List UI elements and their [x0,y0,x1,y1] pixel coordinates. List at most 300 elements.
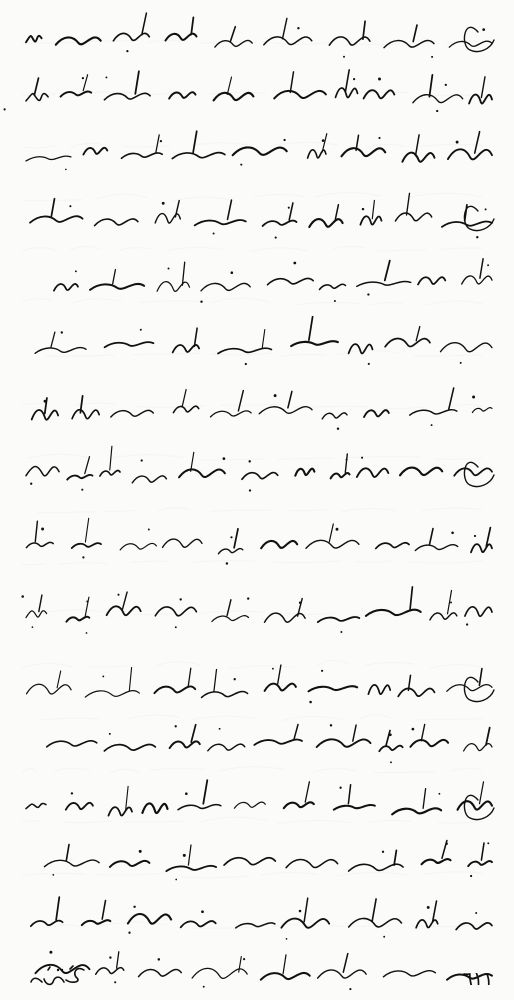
ink-dot [299,602,301,604]
ink-dot [140,329,142,331]
show-through-stroke [70,246,100,250]
ink-stroke [157,282,189,292]
ink-stroke [239,957,242,973]
show-through-stroke [377,250,426,251]
ink-stroke [128,914,171,924]
ink-dot [109,956,111,958]
ink-stroke [449,41,492,47]
ink-stroke [423,789,426,809]
ink-stroke [464,744,492,751]
manuscript-line [22,587,496,635]
ink-dot [466,623,468,625]
ink-dot [226,562,228,564]
ink-dot [105,76,107,78]
ink-stroke [413,95,463,103]
ink-stroke [349,918,402,927]
ink-stroke [85,518,88,542]
ink-stroke [110,861,149,867]
ink-stroke [238,391,243,411]
ink-stroke [105,342,154,347]
ink-stroke [214,93,254,101]
ink-stroke [334,805,375,810]
ink-dot [168,268,170,270]
ink-stroke [26,542,53,547]
ink-stroke [26,611,47,618]
ink-stroke [66,617,89,622]
ink-stroke [26,156,71,161]
ink-dot [175,725,177,727]
catchword [28,964,90,988]
ink-dot [128,932,130,934]
ink-dot [81,489,83,491]
ink-dot [52,874,54,876]
ink-stroke [281,919,329,928]
ink-stroke [317,739,371,747]
manuscript-line [22,894,496,942]
ink-stroke [290,72,293,93]
ink-stroke [372,200,374,218]
ink-stroke [195,220,246,225]
ink-stroke [410,410,457,415]
ink-stroke [30,216,83,223]
ink-stroke [448,149,492,159]
ink-stroke [395,213,431,221]
ink-dot [21,595,24,598]
ink-stroke [120,543,156,549]
ink-stroke [47,741,97,747]
ink-stroke [342,148,386,156]
manuscript-line [22,384,496,432]
ink-stroke [263,221,297,226]
ink-dot [82,556,84,558]
ink-dot [179,598,181,600]
ink-stroke [433,901,437,922]
catchword-icon [28,964,90,988]
ink-stroke [227,600,231,616]
handwritten-script-icon [22,502,492,518]
handwritten-script-icon [22,318,496,366]
ink-stroke [231,27,236,41]
ink-stroke [56,37,101,44]
ink-stroke [392,808,441,814]
ink-stroke [83,148,107,155]
ink-stroke [402,153,434,162]
ink-stroke [51,199,54,217]
ink-dot [133,906,135,908]
ink-stroke [364,410,389,417]
manuscript-line [22,447,496,495]
manuscript-line [22,191,496,239]
ink-dot [71,792,73,794]
show-through-stroke [105,510,134,511]
ink-stroke [233,147,287,155]
show-through-stroke [150,768,206,770]
ink-stroke [416,327,420,341]
ink-stroke [156,135,159,152]
ink-stroke [475,132,480,153]
ink-stroke [155,607,196,616]
ink-dot [340,631,342,633]
ink-stroke [286,859,338,867]
ink-stroke [410,740,448,747]
ink-stroke [349,344,373,353]
ink-stroke [454,468,492,475]
ink-dot [343,56,345,58]
ink-stroke [306,540,359,548]
show-through-stroke [334,246,366,249]
ink-stroke [309,686,358,691]
ink-stroke [218,348,271,353]
ink-dot [75,270,77,272]
ink-dot [475,912,477,914]
ink-stroke [345,454,347,472]
manuscript-line [22,12,496,60]
manuscript-line [22,662,496,710]
ink-stroke [188,845,191,865]
ink-dot [334,300,336,302]
ink-stroke [259,407,312,414]
ink-dot [185,792,188,795]
ink-stroke [242,473,278,480]
ink-stroke [394,850,396,865]
ink-stroke [456,923,492,930]
ink-dot [362,208,364,210]
ink-stroke [104,93,150,99]
ink-dot [431,56,433,58]
ink-stroke [83,75,87,91]
ink-stroke [318,617,360,622]
ink-dot [322,139,325,142]
ink-dot [200,301,202,303]
ink-stroke [384,41,434,48]
ink-stroke [441,343,493,352]
show-through-stroke [422,508,482,510]
ink-stroke [331,473,350,478]
ink-stroke [34,78,38,95]
ink-stroke [309,219,342,227]
ink-dot [283,139,285,141]
ink-stroke [212,616,249,622]
ink-dot [337,427,339,429]
ink-stroke [468,861,492,866]
ink-dot [245,363,247,365]
show-through-stroke [451,768,482,771]
ink-stroke [191,725,196,742]
ink-stroke [413,25,417,41]
ink-stroke [51,332,55,347]
ink-stroke [379,746,402,752]
handwritten-script-icon [22,944,496,992]
ink-stroke [294,725,298,739]
ink-stroke [308,150,326,158]
show-through-stroke [22,769,37,773]
ink-stroke [211,411,252,417]
ink-dot [460,362,462,364]
ink-dot [438,793,440,795]
ink-stroke [305,782,309,802]
ink-dot [353,78,355,80]
ink-stroke [289,203,293,220]
ink-stroke [117,952,119,968]
ink-stroke [357,468,388,477]
ink-stroke [82,920,111,925]
ink-stroke [95,219,138,226]
manuscript-line [22,518,496,566]
ink-dot [49,951,52,954]
ink-dot [231,271,234,274]
ink-dot [293,262,296,265]
ink-stroke [360,216,381,224]
ink-stroke [465,607,492,616]
ink-stroke [26,94,48,101]
handwritten-script-icon [22,894,496,942]
ink-dot [390,761,392,763]
ink-stroke [254,739,302,744]
ink-stroke [100,471,120,476]
ink-stroke [194,328,197,346]
ink-dot [383,936,385,938]
ink-stroke [261,973,310,980]
manuscript-line [22,836,496,884]
ink-stroke [126,786,128,809]
show-through-stroke [158,508,189,511]
ink-dot [117,594,119,596]
ink-stroke [416,135,420,156]
ink-dot [82,77,84,79]
ink-stroke [481,843,484,860]
ink-dot [160,140,162,142]
ink-stroke [35,521,37,541]
ink-stroke [61,91,92,96]
show-through-stroke [220,767,286,771]
ink-dot [378,78,381,81]
ink-dot [86,601,88,603]
ink-stroke [214,670,217,692]
ink-dot [436,110,438,112]
manuscript-line [22,780,496,828]
ink-stroke [224,858,275,865]
ink-dot [141,459,143,461]
ink-stroke [234,529,238,548]
show-through-stroke [167,247,222,250]
ink-stroke [44,860,99,867]
ink-stroke [170,741,200,748]
ink-dot [230,536,232,538]
ink-stroke [236,923,275,928]
ink-stroke [203,780,207,804]
manuscript-line [22,944,496,992]
ink-stroke [322,413,347,419]
ink-stroke [27,684,72,694]
show-through-stroke [55,768,90,771]
ink-stroke [104,744,155,750]
handwritten-script-icon [22,836,496,884]
ink-dot [201,910,204,913]
ink-stroke [111,410,154,417]
ink-stroke [142,803,167,813]
ink-stroke [376,543,409,549]
ink-stroke [383,971,435,977]
handwritten-script-icon [22,256,496,304]
ink-stroke [366,610,421,616]
handwritten-script-icon [22,126,496,174]
ink-stroke [202,692,248,698]
ink-stroke [178,805,221,810]
ink-stroke [343,954,348,973]
handwritten-script-icon [22,780,496,828]
ink-stroke [410,587,412,610]
ink-stroke [193,131,197,152]
ink-stroke [486,728,490,745]
ink-dot [431,424,433,426]
ink-dot [126,50,128,52]
ink-stroke [169,92,195,98]
ink-stroke [96,968,124,975]
ink-stroke [469,95,492,104]
show-through-stroke [342,508,397,511]
show-through-stroke [22,248,55,251]
ink-stroke [54,284,78,291]
ink-stroke [85,597,89,616]
ink-stroke [265,684,296,691]
ink-stroke [472,408,492,413]
ink-stroke [182,390,186,407]
ink-stroke [346,70,350,92]
show-through-stroke [120,248,150,250]
ink-stroke [123,592,128,609]
ink-dot [382,851,384,853]
ink-dot [234,678,236,680]
ink-stroke [464,27,494,51]
ink-stroke [191,17,193,34]
handwritten-script-icon [22,384,496,432]
ink-stroke [163,539,203,547]
ink-stroke [135,71,139,94]
ink-stroke [372,899,376,921]
ink-stroke [318,970,367,978]
ink-stroke [201,283,250,290]
ink-stroke [322,134,327,152]
show-through-line [22,762,492,778]
ink-dot [487,842,489,844]
page-number: ٦١١ [462,968,494,990]
ink-dot [86,632,88,634]
ink-stroke [479,669,482,686]
ink-stroke [227,77,231,94]
ink-stroke [400,468,442,476]
ink-stroke [102,901,105,920]
ink-dot [4,108,6,110]
ink-dot [288,207,290,209]
ink-dot [367,293,369,295]
ink-stroke [35,348,86,354]
ink-dot [450,602,452,604]
ink-stroke [364,90,395,98]
handwritten-script-icon [22,587,496,635]
ink-stroke [422,859,451,864]
ink-stroke [304,898,308,922]
ink-stroke [295,469,314,476]
ink-stroke [430,529,434,545]
ink-stroke [429,75,432,97]
ink-dot [114,981,116,983]
ink-stroke [385,338,430,346]
ink-stroke [72,543,101,548]
ink-dot [476,236,478,238]
ink-stroke [265,613,306,622]
ink-dot [61,331,63,333]
ink-dot [175,626,177,628]
show-through-stroke [290,510,327,511]
ink-stroke [90,284,144,290]
ink-stroke [39,595,42,612]
ink-dot [299,910,302,913]
ink-stroke [85,691,139,697]
handwritten-script-icon [22,447,496,495]
ink-stroke [215,40,252,47]
ink-stroke [386,731,390,746]
show-through-stroke [375,772,435,773]
ink-stroke [208,744,245,751]
ink-dot [482,28,485,31]
ink-dot [65,169,67,171]
show-through-stroke [111,769,140,773]
ink-stroke [264,37,312,45]
ink-stroke [56,897,59,920]
ink-dot [139,850,142,853]
ink-dot [361,457,363,459]
ink-stroke [398,688,434,696]
ink-stroke [385,261,390,281]
ink-stroke [179,469,225,477]
ink-stroke [67,475,92,480]
ink-dot [274,394,277,397]
handwritten-script-icon [22,518,496,566]
ink-stroke [283,18,287,38]
ink-dot [368,363,370,365]
manuscript-line [22,318,496,366]
ink-stroke [26,36,42,43]
ink-stroke [66,803,93,810]
show-through-stroke [314,768,357,772]
show-through-stroke [38,512,95,513]
ink-dot [41,528,44,531]
ink-stroke [421,724,424,740]
ink-dot [109,733,111,735]
ink-dot [203,986,205,988]
ink-stroke [284,802,314,808]
show-through-line [22,502,492,518]
handwritten-script-icon [22,662,496,710]
ink-stroke [262,330,265,348]
ink-stroke [329,524,333,542]
handwritten-script-icon [22,191,496,239]
ink-stroke [480,259,483,278]
ink-dot [249,489,251,491]
ink-stroke [415,545,457,551]
ink-stroke [72,410,99,419]
ink-stroke [418,277,445,284]
ink-stroke [416,920,438,928]
ink-stroke [66,845,69,861]
ink-dot [243,958,245,960]
ink-stroke [283,955,286,974]
ink-dot [158,958,161,961]
ink-dot [183,854,186,857]
ink-dot [472,396,475,399]
ink-stroke [109,807,133,816]
manuscript-line [22,68,496,116]
